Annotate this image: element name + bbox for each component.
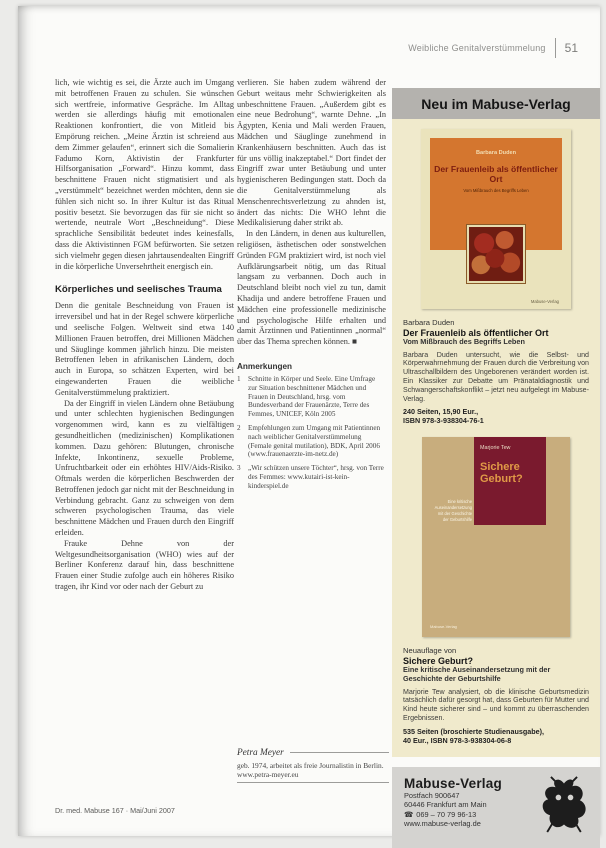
publisher-phone: 069 – 70 79 96-13	[416, 809, 477, 819]
article-paragraph: Frauke Dehne von der Weltgesundheitsorganisation (WHO) wies auf der Berliner Konferenz darauf hin, dass beschnittene Frauen einer Studie zufolge auch ein höheres Risiko tragen, ihr Kind vor oder nach der Geburt zu	[55, 538, 234, 592]
footnote-text: „Wir schützen unsere Töchter“, hrsg. von Terre des Femmes: www.kutairi-ist-kein-kinderspiel.de	[248, 464, 384, 490]
book2-cover-sidetext: Eine kritische Auseinandersetzung mit der Geschichte der Geburtshilfe	[434, 499, 472, 523]
publisher-address1: Postfach 900647	[404, 790, 460, 800]
publisher-contact-block	[392, 767, 600, 848]
mabuse-devil-logo	[536, 775, 592, 833]
book1-isbn: ISBN 978-3-938304-76-1	[403, 416, 484, 426]
author-name: Petra Meyer	[237, 748, 284, 758]
footnote: 2 Empfehlungen zum Umgang mit Patientinnen nach weiblicher Genitalverstümmelung (Female genital mutilation), BDK, April 2006 (www.frauenaerzte-im-netz.de)	[237, 424, 386, 459]
footnote: 3 „Wir schützen unsere Töchter“, hrsg. von Terre des Femmes: www.kutairi-ist-kein-kinderspiel.de	[237, 464, 386, 490]
footnote-text: Empfehlungen zum Umgang mit Patientinnen nach weiblicher Genitalverstümmelung (Female genital mutilation), BDK, April 2006 (www.frauenaerzte-im-netz.de)	[248, 423, 381, 459]
book1-cover-photo	[467, 225, 525, 283]
book1-info	[403, 318, 589, 425]
author-rule	[290, 752, 389, 753]
book2-subtitle: Eine kritische Auseinandersetzung mit der Geschichte der Geburtshilfe	[403, 665, 551, 683]
sidebar-body	[392, 119, 600, 757]
book2-title: Sichere Geburt?	[403, 656, 474, 667]
article-column-2	[237, 78, 386, 495]
book1-cover[interactable]	[421, 129, 571, 309]
article-column-1	[55, 78, 234, 593]
book2-description: Marjorie Tew analysiert, ob die klinische Geburtsmedizin tatsächlich dafür gesorgt hat, dass Geburten für Mutter und Kind heute sicherer sind – und kommt zu überraschenden Ergebnissen.	[403, 687, 589, 722]
book2-details: 535 Seiten (broschierte Studienausgabe),	[403, 726, 544, 736]
author-block	[237, 748, 389, 783]
page-footer: Dr. med. Mabuse 167 · Mai/Juni 2007	[55, 806, 175, 815]
article-paragraph: In den Ländern, in denen aus kulturellen, religiösen, ästhetischen oder sonstwelchen Gründen FGM praktiziert wird, ist noch viel Aufklärungsarbeit nötig, um das Ritual langsam zu verbannen. Doch auch in Deutschland bleibt noch viel zu tun, damit Khadija und andere betroffene Frauen und Mädchen eine professionelle medizinische und psychologische Hilfe erhalten und damit Ärztinnen und Patientinnen „normal“ über das Thema sprechen können. ■	[237, 229, 386, 347]
book2-isbn: 40 Eur., ISBN 978-3-938304-06-8	[403, 735, 512, 745]
book1-cover-author: Barbara Duden	[475, 150, 517, 156]
footnote-text: Schnitte in Körper und Seele. Eine Umfrage zur Situation beschnittener Mädchen und Frauen in Deutschland, hrsg. vom Bundesverband der Frauenärzte, Terre des Femmes, UNICEF, Köln 2005	[248, 374, 376, 419]
page-number: 51	[564, 41, 578, 55]
author-end-rule	[237, 782, 389, 783]
footnotes	[237, 362, 386, 491]
article-paragraph: Denn die genitale Beschneidung von Frauen ist irreversibel und hat in der Regel schwere körperliche und seelische Folgen. Weltweit sind etwa 140 Millionen Frauen betroffen, drei Millionen Mädchen und Säuglinge kommen jährlich hinzu. Die meisten Betroffenen leben in afrikanischen Ländern, doch auch in Europa, so schätzen Experten, wird bei eingewanderten Frauen die weibliche Genitalverstümmelung praktiziert.	[55, 301, 234, 397]
section-title: Weibliche Genitalverstümmelung	[408, 43, 546, 53]
book2-label: Neuauflage von	[403, 646, 457, 656]
publisher-website[interactable]: www.mabuse-verlag.de	[404, 818, 481, 828]
book2-cover-title: Sichere Geburt?	[480, 461, 523, 486]
publisher-address2: 60446 Frankfurt am Main	[404, 800, 487, 810]
footnotes-heading: Anmerkungen	[237, 361, 293, 371]
book1-cover-subtitle: Vom Mißbrauch des Begriffs Leben	[463, 188, 529, 193]
publisher-ad-sidebar	[392, 88, 600, 848]
page-header	[408, 38, 578, 58]
book1-subtitle: Vom Mißbrauch des Begriffs Leben	[403, 337, 525, 346]
author-bio: geb. 1974, arbeitet als freie Journalistin in Berlin. www.petra-meyer.eu	[237, 761, 384, 780]
book1-details: 240 Seiten, 15,90 Eur.,	[403, 407, 479, 417]
sidebar-title: Neu im Mabuse-Verlag	[392, 88, 600, 119]
book2-cover-author: Marjorie Tew	[480, 445, 511, 452]
article-paragraph: verlieren. Sie haben zudem während der Geburt weitaus mehr Schwierigkeiten als unbeschnittene Frauen. „Außerdem gibt es eine neue Bedrohung“, warnte Dehne. „In Ägypten, Kenia und Mali werden Frauen, Mädchen und Säuglinge zunehmend in Krankenhäusern beschnitten. Auch das ist für uns völlig inakzeptabel.“ Dort findet der Eingriff zwar unter Betäubung und unter hygienischeren Bedingungen statt. Doch da die Genitalverstümmelung als Menschenrechtsverletzung zu ahnden ist, ändert das nichts: Die WHO lehnt die Medikalisierung daher strikt ab.	[237, 78, 386, 228]
book1-description: Barbara Duden untersucht, wie die Selbst- und Körperwahrnehmung der Frauen durch die Verbreitung von Ultraschallbildern des Ungeborenen verändert worden ist. Ein Klassiker zur Debatte um Pränataldiagnostik und Schwangerschaftskonflikt – jetzt neu aufgelegt im Mabuse-Verlag.	[403, 350, 589, 403]
publisher-name: Mabuse-Verlag	[404, 775, 502, 791]
book2-cover-spine: Mabuse-Verlag	[430, 624, 457, 630]
book2-cover-panel	[474, 437, 546, 525]
book1-cover-publisher: Mabuse-Verlag	[530, 299, 559, 304]
header-divider	[555, 38, 556, 58]
article-paragraph: Da der Eingriff in vielen Ländern ohne Betäubung und unter schlechten hygienischen Bedingungen vorgenommen wird, kann es zu vielfältigen gesundheitlichen (medizinischen) Komplikationen kommen. Dazu gehören: Blutungen, chronische Infekte, Inkontinenz, sexuelle Probleme, Unfruchtbarkeit oder ein erhöhtes HIV/Aids-Risiko. Oftmals werden die körperlichen Beschwerden der Betroffenen jedoch gar nicht mit der Beschneidung in Verbindung gebracht. Ganz zu schweigen von dem schweren psychologischen Trauma, das viele beschnittene Mädchen und Frauen durch den Eingriff erleiden.	[55, 398, 234, 538]
magazine-page	[18, 6, 600, 836]
book1-author: Barbara Duden	[403, 318, 455, 327]
book1-cover-title: Der Frauenleib als öffentlicher Ort	[434, 164, 558, 184]
book2-info	[403, 646, 589, 744]
article-paragraph: lich, wie wichtig es sei, die Ärzte auch im Umgang mit betroffenen Frauen zu schulen. Sie wünschen sich wertfreie, informative Gespräche. Im Alltag werden sie allerdings häufig mit emotionalen Reaktionen konfrontiert, die von Mitleid bis Empörung reichen. „Meine Ärztin ist schreiend aus dem Zimmer gelaufen“, erinnert sich die Somalierin Fadumo Korn, Aktivistin der Frankfurter Hilfsorganisation „Forward“. Hinzu kommt, dass beschnittene Frauen nicht stigmatisiert und als „verstümmelt“ bezeichnet werden möchten, denn sie fühlen sich nicht so. In ihrer Kultur ist das Ritual positiv besetzt. Sie bevorzugen das für sie nicht so wertende, neutrale Wort „Beschneidung“. Diese sprachliche Sensibilität bedeutet indes keinesfalls, dass die Aktivistinnen FGM befürworten. Sie setzen sich vielmehr gegen diesen jahrtausendealten Eingriff in die körperliche Unversehrtheit energisch ein.	[55, 78, 234, 271]
footnote: 1 Schnitte in Körper und Seele. Eine Umfrage zur Situation beschnittener Mädchen und Frauen in Deutschland, hrsg. vom Bundesverband der Frauenärzte, Terre des Femmes, UNICEF, Köln 2005	[237, 375, 386, 419]
book2-cover[interactable]	[422, 437, 570, 637]
book1-title: Der Frauenleib als öffentlicher Ort	[403, 328, 549, 338]
article-subheading: Körperliches und seelisches Trauma	[55, 284, 222, 296]
phone-icon: ☎	[404, 809, 414, 819]
